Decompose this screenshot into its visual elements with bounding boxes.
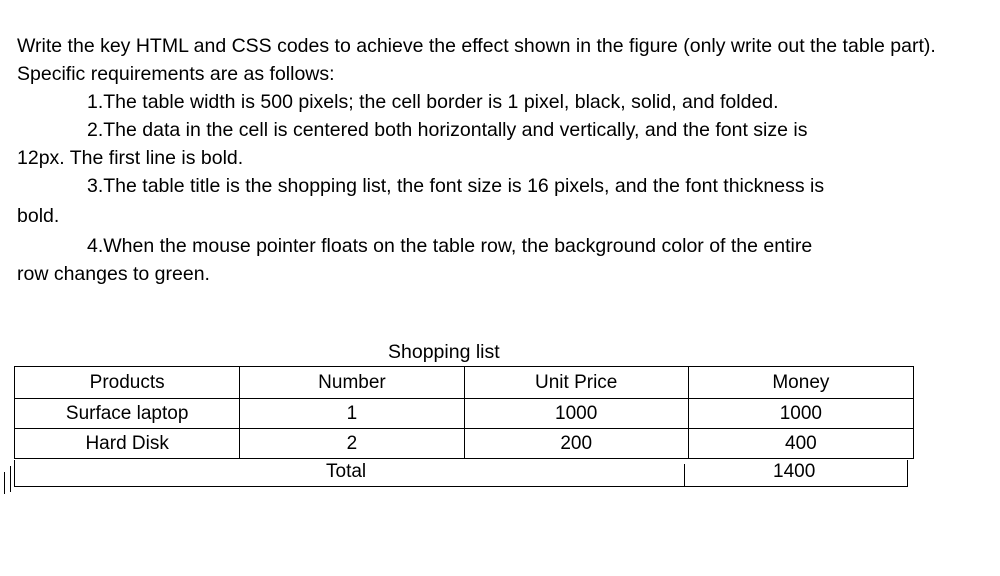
requirements-heading: Specific requirements are as follows: bbox=[17, 63, 335, 85]
text-cursor-mark bbox=[4, 472, 5, 494]
requirement-2-line-1: 2.The data in the cell is centered both horizontally and vertically, and the font size is bbox=[87, 119, 808, 141]
table-caption: Shopping list bbox=[388, 341, 500, 363]
table-header-row bbox=[15, 367, 914, 399]
total-label: Total bbox=[326, 461, 367, 482]
table-row bbox=[15, 399, 914, 429]
total-divider bbox=[684, 464, 685, 486]
requirement-4-line-1: 4.When the mouse pointer floats on the table row, the background color of the entire bbox=[87, 235, 813, 257]
header-cell: Money bbox=[688, 367, 913, 399]
requirement-2-line-2: 12px. The first line is bold. bbox=[17, 147, 244, 169]
table-row bbox=[15, 429, 914, 459]
header-cell: Unit Price bbox=[464, 367, 688, 399]
table-cell: 200 bbox=[464, 429, 688, 459]
edge-line-mark bbox=[10, 466, 11, 492]
table-cell: 1 bbox=[240, 399, 464, 429]
intro-text: Write the key HTML and CSS codes to achieve the effect shown in the figure (only write out the table part). bbox=[17, 35, 936, 57]
table-cell: 1000 bbox=[464, 399, 688, 429]
question-text bbox=[17, 32, 947, 288]
total-value: 1400 bbox=[773, 461, 816, 482]
requirement-1: 1.The table width is 500 pixels; the cell border is 1 pixel, black, solid, and folded. bbox=[87, 91, 779, 113]
header-cell: Products bbox=[15, 367, 240, 399]
header-cell: Number bbox=[240, 367, 464, 399]
shopping-table bbox=[14, 366, 914, 459]
table-cell: 2 bbox=[240, 429, 464, 459]
table-cell: Surface laptop bbox=[15, 399, 240, 429]
table-cell: Hard Disk bbox=[15, 429, 240, 459]
table-cell: 1000 bbox=[688, 399, 913, 429]
requirement-3-line-2: bold. bbox=[17, 205, 60, 227]
table-cell: 400 bbox=[688, 429, 913, 459]
total-row bbox=[14, 460, 908, 487]
requirement-3-line-1: 3.The table title is the shopping list, the font size is 16 pixels, and the font thickness is bbox=[87, 175, 825, 197]
requirement-4-line-2: row changes to green. bbox=[17, 263, 210, 285]
